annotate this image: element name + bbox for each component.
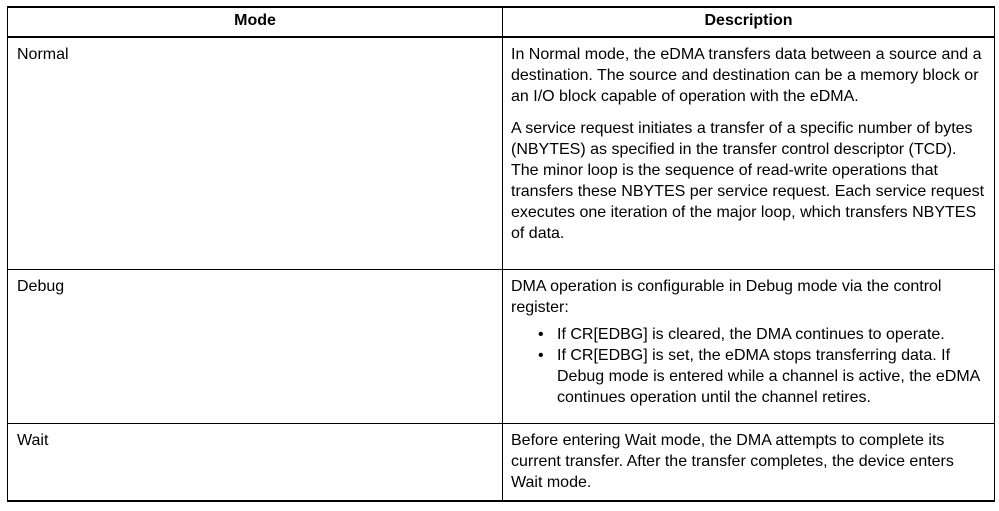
description-cell-debug xyxy=(503,269,995,423)
description-paragraph: Before entering Wait mode, the DMA attempts to complete its current transfer. After the transfer completes, the device enters Wait mode. xyxy=(511,431,954,491)
table-row-normal xyxy=(8,37,995,269)
bullet-icon: • xyxy=(538,346,544,364)
mode-label: Wait xyxy=(17,431,49,449)
header-description: Description xyxy=(503,7,995,37)
bullet-icon: • xyxy=(538,325,544,343)
description-paragraph: DMA operation is configurable in Debug mode via the control register: xyxy=(511,277,942,316)
bullet-list xyxy=(511,324,986,408)
mode-label: Normal xyxy=(17,46,69,63)
mode-cell-debug xyxy=(8,269,503,423)
list-item xyxy=(538,324,986,345)
description-cell-normal xyxy=(503,37,995,269)
table-row-debug xyxy=(8,269,995,423)
mode-label: Debug xyxy=(17,277,65,295)
table-header xyxy=(8,7,995,37)
list-item xyxy=(538,345,986,408)
description-cell-wait xyxy=(503,423,995,501)
table-row-wait xyxy=(8,423,995,501)
table-body xyxy=(8,37,995,501)
header-row xyxy=(8,7,995,37)
description-paragraph: In Normal mode, the eDMA transfers data between a source and a destination. The source and destination can be a memory block or an I/O block capable of operation with the eDMA. xyxy=(511,46,982,105)
header-mode: Mode xyxy=(8,7,503,37)
mode-cell-wait xyxy=(8,423,503,501)
mode-description-table xyxy=(7,6,995,502)
mode-table-container xyxy=(7,6,994,505)
list-item-text: If CR[EDBG] is set, the eDMA stops transferring data. If Debug mode is entered while a channel is active, the eDMA continues operation until the channel retires. xyxy=(557,346,980,406)
list-item-text: If CR[EDBG] is cleared, the DMA continues to operate. xyxy=(557,325,945,343)
description-paragraph: A service request initiates a transfer of a specific number of bytes (NBYTES) as specified in the transfer control descriptor (TCD). The minor loop is the sequence of read-write operations that transfers these NBYTES per service request. Each service request executes one iteration of the major loop, which transfers NBYTES of data. xyxy=(511,120,985,242)
mode-cell-normal xyxy=(8,37,503,269)
